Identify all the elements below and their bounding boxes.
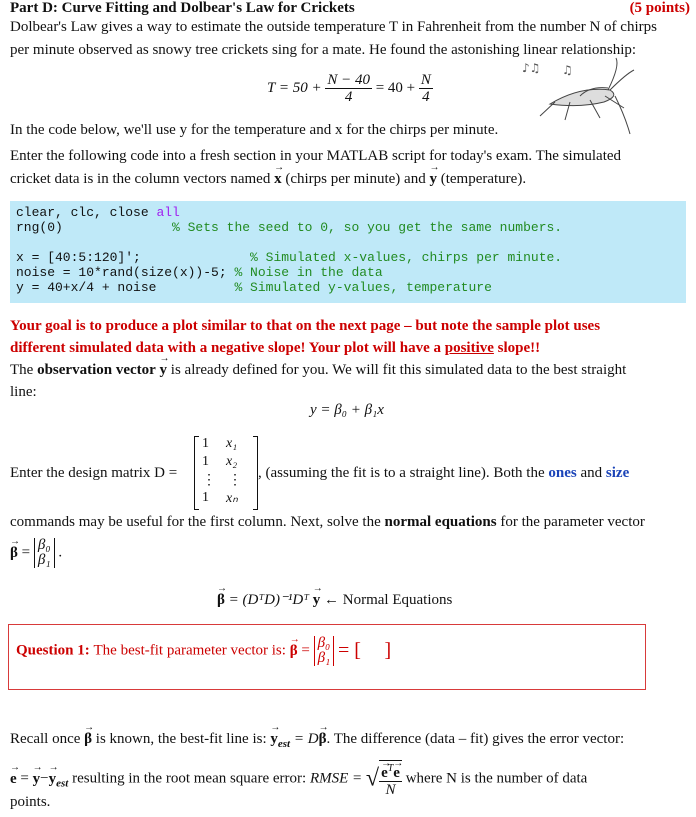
y-vector-symbol: → y bbox=[429, 171, 437, 188]
section-title: Part D: Curve Fitting and Dolbear's Law for Crickets bbox=[10, 0, 355, 16]
matlab-code-block[interactable] bbox=[10, 201, 686, 303]
matrix-cell: ⋮ bbox=[202, 473, 216, 488]
question-beta-column: β₀ β₁ bbox=[314, 636, 335, 666]
matrix-left-bracket bbox=[194, 436, 199, 510]
answer-open-bracket: = [ bbox=[338, 639, 361, 662]
design-matrix-text-2: , (assuming the fit is to a straight line). Both the ones and size bbox=[258, 465, 630, 481]
observation-vector-term: observation vector bbox=[37, 362, 156, 378]
code-line-2: rng(0) % Sets the seed to 0, so you get the same numbers. bbox=[16, 220, 563, 235]
formula-num-1: N − 40 bbox=[327, 72, 370, 88]
y-vector-symbol-3: → y bbox=[313, 592, 321, 609]
beta-vector-definition: → β = β₀ β₁ . bbox=[10, 538, 62, 568]
svg-text:♫: ♫ bbox=[562, 63, 573, 77]
code-intro-c: (temperature). bbox=[440, 171, 527, 187]
rmse-label: RMSE = bbox=[309, 770, 363, 787]
e-vector-symbol: → e bbox=[10, 771, 17, 788]
paragraph-enter-code-2 bbox=[10, 171, 526, 188]
linear-model: y = β₀ + β₁x bbox=[310, 402, 384, 418]
formula-fraction-2 bbox=[419, 72, 433, 105]
code-comment-y: % Simulated y-values, temperature bbox=[234, 280, 492, 295]
code-line-5: y = 40+x/4 + noise % Simulated y-values, temperature bbox=[16, 280, 492, 295]
observation-line-2: line: bbox=[10, 384, 37, 400]
paragraph-enter-code-1: Enter the following code into a fresh section in your MATLAB script for today's exam. The simulated bbox=[10, 148, 622, 164]
beta-column: β₀ β₁ bbox=[34, 538, 55, 568]
y-est-symbol: → y bbox=[270, 731, 278, 748]
code-intro-b: (chirps per minute) and bbox=[285, 171, 426, 187]
rmse-sqrt: √ → $\frac{e^T\to e}{N}$ bbox=[366, 760, 402, 798]
left-arrow-icon: ← bbox=[324, 592, 340, 608]
positive-word: positive bbox=[444, 340, 494, 356]
normal-equations-text: commands may be useful for the first column. Next, solve the normal equations for the parameter vector bbox=[10, 514, 645, 530]
code-comment-noise: % Noise in the data bbox=[234, 265, 383, 280]
recall-line: Recall once → β is known, the best-fit line is: → $y_{est} = D\to \beta$. The difference (data – fit) gives the error vector: bbox=[10, 731, 624, 750]
x-vector-symbol: → x bbox=[274, 171, 282, 188]
intro-line-1: Dolbear's Law gives a way to estimate the outside temperature T in Fahrenheit from the number N of chirps bbox=[10, 19, 657, 35]
error-line-2: points. bbox=[10, 794, 51, 810]
matrix-cell: xₙ bbox=[226, 491, 238, 506]
formula-den-1: 4 bbox=[344, 89, 353, 105]
question-1: Question 1: The best-fit parameter vector is: → β = β₀ β₁ = [ ] bbox=[16, 636, 391, 666]
music-notes-icon bbox=[522, 61, 573, 77]
matrix-cell: 1 bbox=[202, 436, 209, 451]
question-label: Question 1: bbox=[16, 642, 90, 659]
ones-command: ones bbox=[548, 465, 577, 481]
goal-line-1: Your goal is to produce a plot similar to that on the next page – but note the sample plot uses bbox=[10, 318, 601, 334]
matrix-cell: 1 bbox=[202, 454, 209, 469]
code-keyword-all: all bbox=[156, 205, 180, 220]
formula-mid: = 40 + bbox=[375, 80, 416, 96]
matrix-cell: x₁ bbox=[226, 436, 238, 451]
cricket-illustration bbox=[520, 56, 640, 136]
code-comment-seed: % Sets the seed to 0, so you get the same numbers. bbox=[172, 220, 563, 235]
matrix-cell: ⋮ bbox=[228, 473, 242, 488]
sqrt-icon: √ bbox=[365, 765, 380, 792]
paragraph-xy-definition: In the code below, we'll use y for the temperature and x for the chirps per minute. bbox=[10, 122, 499, 138]
normal-equation: → β = (DᵀD)⁻¹Dᵀ → y ← Normal Equations bbox=[217, 590, 452, 609]
design-matrix-text: Enter the design matrix D = bbox=[10, 465, 178, 481]
points-label: (5 points) bbox=[629, 0, 690, 16]
beta-symbol-5: → β bbox=[319, 731, 327, 748]
y-est-symbol-2: → y bbox=[49, 771, 57, 788]
beta-symbol-2: → β bbox=[217, 592, 225, 609]
code-intro-a: cricket data is in the column vectors named bbox=[10, 171, 271, 187]
y-vector-symbol-2: → y bbox=[160, 362, 168, 379]
dolbear-formula bbox=[267, 72, 433, 105]
error-line: → e = → $y-\to y_{est}$ resulting in the root mean square error: RMSE = √ → $\frac{e^T\to e}{N}$ where N is the number of data bbox=[10, 760, 587, 798]
svg-text:♪♫: ♪♫ bbox=[522, 61, 541, 75]
matrix-cell: 1 bbox=[202, 490, 209, 505]
formula-fraction-1 bbox=[325, 72, 372, 105]
intro-line-2: per minute observed as snowy tree crickets sing for a mate. He found the astonishing linear relationship: bbox=[10, 42, 637, 58]
goal-line-2: different simulated data with a negative slope! Your plot will have a positive slope!! bbox=[10, 340, 541, 356]
beta-symbol-3: → β bbox=[290, 643, 298, 660]
observation-line-1: The observation vector → y is already defined for you. We will fit this simulated data to the best straight bbox=[10, 362, 626, 379]
question-text: The best-fit parameter vector is: bbox=[93, 642, 286, 659]
code-line-1: clear, clc, close all bbox=[16, 205, 180, 220]
size-command: size bbox=[605, 465, 630, 481]
code-comment-x: % Simulated x-values, chirps per minute. bbox=[250, 250, 563, 265]
code-line-4: noise = 10*rand(size(x))-5; % Noise in the data bbox=[16, 265, 383, 280]
beta-symbol-4: → β bbox=[84, 731, 92, 748]
matrix-cell: x₂ bbox=[226, 454, 238, 469]
formula-den-2: 4 bbox=[422, 89, 430, 105]
code-line-3: x = [40:5:120]'; % Simulated x-values, chirps per minute. bbox=[16, 250, 563, 265]
answer-close-bracket: ] bbox=[384, 639, 392, 662]
beta-symbol: → β bbox=[10, 545, 18, 562]
normal-equations-term: normal equations bbox=[384, 514, 497, 530]
formula-lhs: T = 50 + bbox=[267, 80, 322, 96]
y-vector-symbol-4: → y bbox=[33, 771, 41, 788]
design-matrix bbox=[194, 436, 258, 510]
formula-num-2: N bbox=[420, 72, 431, 88]
